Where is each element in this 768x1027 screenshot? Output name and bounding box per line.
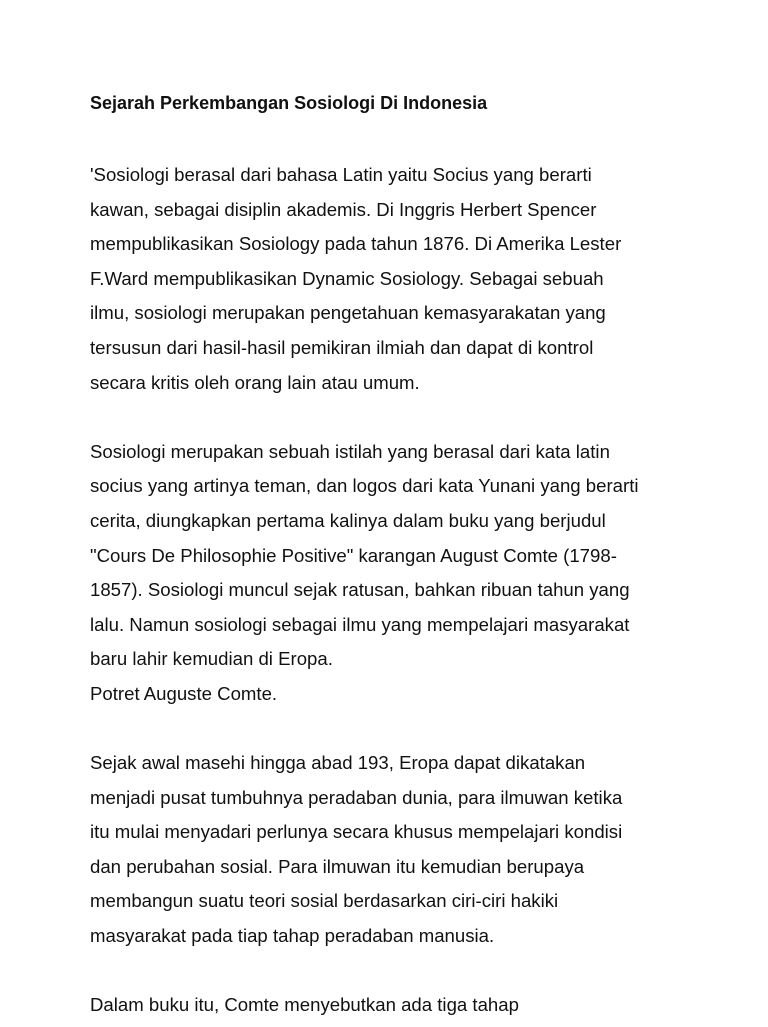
text-line: Sejak awal masehi hingga abad 193, Eropa dapat dikatakan — [90, 752, 586, 774]
text-line: 'Sosiologi berasal dari bahasa Latin yaitu Socius yang berarti — [90, 164, 592, 185]
text-line: Potret Auguste Comte. — [90, 682, 278, 704]
text-line: kawan, sebagai disiplin akademis. Di Inggris Herbert Spencer — [90, 198, 597, 220]
text-line: cerita, diungkapkan pertama kalinya dalam buku yang berjudul — [90, 509, 606, 531]
text-line: "Cours De Philosophie Positive" karangan August Comte (1798- — [90, 544, 617, 566]
text-line: ilmu, sosiologi merupakan pengetahuan kemasyarakatan yang — [90, 302, 606, 324]
text-line: 1857). Sosiologi muncul sejak ratusan, bahkan ribuan tahun yang — [90, 579, 630, 601]
text-line: dan perubahan sosial. Para ilmuwan itu kemudian berupaya — [90, 855, 585, 877]
text-line: socius yang artinya teman, dan logos dari kata Yunani yang berarti — [90, 475, 639, 497]
text-line: masyarakat pada tiap tahap peradaban manusia. — [90, 925, 495, 947]
text-line: secara kritis oleh orang lain atau umum. — [90, 371, 420, 393]
paragraph — [90, 162, 639, 404]
document-title: Sejarah Perkembangan Sosiologi Di Indonesia — [90, 93, 488, 113]
text-line: mempublikasikan Sosiology pada tahun 1876. Di Amerika Lester — [90, 233, 622, 255]
text-line: baru lahir kemudian di Eropa. — [90, 648, 333, 670]
paragraph — [90, 439, 639, 716]
text-line: F.Ward mempublikasikan Dynamic Sosiology. Sebagai sebuah — [90, 267, 604, 289]
paragraph — [90, 750, 639, 958]
text-line: itu mulai menyadari perlunya secara khusus mempelajari kondisi — [90, 821, 623, 843]
text-line: Dalam buku itu, Comte menyebutkan ada tiga tahap — [90, 994, 519, 1016]
paragraph-gap — [90, 958, 639, 993]
paragraph-gap — [90, 404, 639, 439]
text-line: lalu. Namun sosiologi sebagai ilmu yang mempelajari masyarakat — [90, 613, 630, 635]
document-body — [90, 162, 639, 1027]
text-line: membangun suatu teori sosial berdasarkan ciri-ciri hakiki — [90, 890, 559, 912]
text-line: menjadi pusat tumbuhnya peradaban dunia, para ilmuwan ketika — [90, 786, 623, 808]
text-line: Sosiologi merupakan sebuah istilah yang berasal dari kata latin — [90, 440, 610, 462]
text-line: tersusun dari hasil-hasil pemikiran ilmiah dan dapat di kontrol — [90, 336, 594, 358]
paragraph-gap — [90, 716, 639, 751]
paragraph — [90, 992, 639, 1027]
